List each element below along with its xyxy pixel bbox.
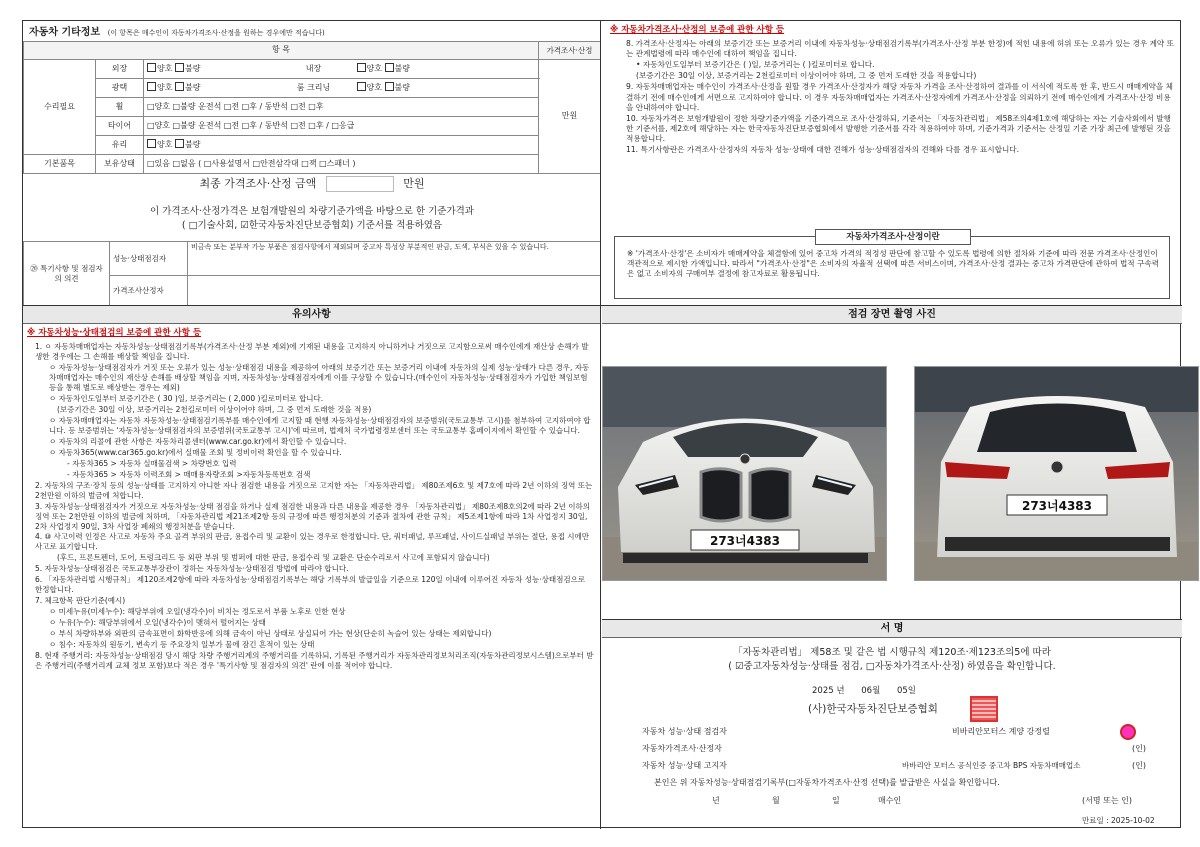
checkbox[interactable] <box>385 63 394 72</box>
checkbox[interactable] <box>147 139 156 148</box>
col-item-header: 항 목 <box>24 42 539 60</box>
checkbox[interactable] <box>147 82 156 91</box>
org-seal <box>970 696 998 722</box>
notes-header: 유의사항 <box>23 306 600 324</box>
note-item: 3. 자동차성능·상태점검자가 거짓으로 자동차성능·상태 점검을 하거나 실제 점검한 내용과 다른 내용을 제공한 경우 「자동차관리법」 제80조제8호의2에 따라 2년 이하의 징역 또는 2천만원 이하의 벌금에 처하며, 「자동차관리법 제21조제2항 등의 규정에 따른 행정처분의 기준과 절차에 관한 규칙」 제5조제1항에 따라 1차 사업정지 30일, 2차 사업정지 90일, 3차 사업장 폐쇄의 행정처분을 받습니다. <box>35 501 590 531</box>
front-car-image <box>603 367 887 581</box>
plate-number: 273너4383 <box>709 534 781 548</box>
price-guarantee-section: ※ 자동차가격조사·산정의 보증에 관한 사항 등 8. 가격조사·산정자는 아래의 보증기간 또는 보증거리 이내에 자동차성능·상태점검기록부(가격조사·산정 부분 한정)에 적힌 내용에 허위 또는 오류가 있는 경우 계약 또는 관계법령에 따라 매수인에 대하여 책임을 집니다. • 자동차인도일부터 보증기간은 ( )일, 보증거리는 ( )킬로미터로 합니다. (보증기간은 30일 이상, 보증거리는 2천킬로미터 이상이어야 하며, 그 중 먼저 도래한 것을 적용합니다) 9. 자동차매매업자는 매수인이 가격조사·산정을 원할 경우 가격조사·산정자가 해당 자동차 가격을 조사·산정하여 결과를 이 서식에 적도록 한 후, 반드시 매매계약을 체결하기 전에 매수인에게 서면으로 고지하여야 합니다. 이 경우 자동차매매업자는 가격조사·산정자에게 가격조사·산정을 의뢰하기 전에 매수인에게 가격조사·산정 비용을 안내하여야 합니다. 10. 자동차가격은 보험개발원이 정한 차량기준가액을 기준가격으로 조사·산정하되, 기준서는 「자동차관리법」 제58조의4제1호에 해당하는 자는 기술사회에서 발행한 기준서를, 제2호에 해당하는 자는 한국자동차진단보증협회에서 발행한 기준서를 각각 적용하여야 하며, 기준가격과 기준서는 산정일 기준 가장 최근에 발행된 것을 적용합니다. 11. 특기사항란은 가격조사·산정자의 자동차 성능·상태에 대한 견해가 성능·상태점검자의 견해와 다를 경우 표시합니다. 자동차가격조사·산정이란 ※ '가격조사·산정'은 소비자가 매매계약을 체결함에 있어 중고차 가격의 적정성 판단에 참고할 수 있도록 법령에 의한 절차와 기준에 따라 전문 가격조사·산정인이 객관적으로 제시한 가액입니다. 따라서 "가격조사·산정"은 소비자의 자율적 선택에 따른 서비스이며, 가격조사·산정 결과는 중고차 가격판단에 관하여 법적 구속력은 없고 소비자의 구매여부 결정에 참고자료로 활용됩니다. <box>602 21 1182 305</box>
signature-section: 서 명 「자동차관리법」 제58조 및 같은 법 시행규칙 제120조·제123조의5에 따라 ( ☑중고자동차성능·상태를 점검, □자동차가격조사·산정) 하였음을 확인합니다. 2025 년 06월 05일 (사)한국자동차진단보증협회 자동차 성능·상태 점검자 비바리안모터스 계양 강정렬 자동차가격조사·산정자 (인) 자동차 성능·상태 고지자 바바리안 모터스 공식인증 중고차 BPS 자동차매매업소 (인) 본인은 위 자동차성능·상태점검기록부(□자동차가격조사·산정 선택)를 발급받은 사실을 확인합니다. 년 월 일 매수인 (서명 또는 인) 만료일 : 2025-10-02 <box>602 619 1182 829</box>
notes-section <box>23 306 601 829</box>
note-item: ㅇ 침수: 자동차의 원동기, 변속기 등 주요장치 일부가 물에 잠긴 흔적이 있는 상태 <box>49 640 315 650</box>
checkbox[interactable] <box>385 82 394 91</box>
checkbox[interactable] <box>175 139 184 148</box>
document-page <box>22 20 1181 828</box>
opinion-label: ⑳ 특기사항 및 점검자의 의견 <box>24 242 110 306</box>
sign-date: 2025 년 06월 05일 <box>812 686 917 696</box>
box-title: 자동차가격조사·산정이란 <box>815 229 971 245</box>
price-unit: 만원 <box>539 60 601 174</box>
note-item: ㅇ 자동차365(www.car365.go.kr)에서 실매물 조회 및 정비이력 확인을 할 수 있습니다. <box>49 447 342 457</box>
price-opinion-field[interactable] <box>188 276 601 306</box>
note-item: (후드, 프론트펜더, 도어, 트렁크리드 등 외판 부위 및 범퍼에 대한 판금, 용접수리 및 교환은 단순수리로서 사고에 포함되지 않습니다) <box>57 553 490 563</box>
checkbox[interactable] <box>357 82 366 91</box>
front-photo <box>602 366 887 581</box>
note-item: 7. 체크항목 판단기준(예시) <box>35 596 126 606</box>
signature-header: 서 명 <box>602 620 1182 638</box>
note-item: 5. 자동차성능·상태점검은 국토교통부장관이 정하는 자동차성능·상태점검 방법에 따라야 합니다. <box>35 564 349 574</box>
vehicle-other-info-section <box>23 21 601 305</box>
note-item: (보증기간은 30일 이상, 보증거리는 2천킬로미터 이상이어야 하며, 그 중 먼저 도래한 것을 적용) <box>57 404 372 414</box>
notes-title: ※ 자동차성능·상태점검의 보증에 관한 사항 등 <box>27 328 202 338</box>
note-item: ㅇ 누유(누수): 해당부위에서 오일(냉각수)이 맺혀서 떨어지는 상태 <box>49 618 266 628</box>
plate-number: 273너4383 <box>1021 499 1093 513</box>
expiry-date: 만료일 : 2025-10-02 <box>1082 816 1155 825</box>
section-title: ※ 자동차가격조사·산정의 보증에 관한 사항 등 <box>610 25 785 35</box>
note-item: ㅇ 자동차성능·상태점검자가 거짓 또는 오류가 있는 성능·상태점검 내용을 제공하여 아래의 보증기간 또는 보증거리 이내에 자동차의 실제 성능·상태가 다른 경우, 자동차매매업자는 매수인의 재산상 손해를 배상할 책임을 지며, 자동차성능·상태점검자에게 이를 구상할 수 있습니다.(매수인이 자동차성능·상태점검자가 가입한 책임보험 등을 통해 별도로 배상받는 경우는 제외) <box>49 362 590 392</box>
col-price-header: 가격조사·산정 <box>539 42 601 60</box>
opinion-table: ⑳ 특기사항 및 점검자의 의견 성능·상태점검자 비금속 또는 분부작 가능 부품은 점검사항에서 제외되며 중고차 특성상 부분적인 판금, 도색, 부식은 있을 수 있습니다. 가격조사산정자 <box>23 241 601 305</box>
note-item: ㅇ 미세누유(미세누수): 해당부위에 오일(냉각수)이 비치는 정도로서 부품 노후로 인한 현상 <box>49 607 346 617</box>
note-item: ㅇ 자동차인도일부터 보증기간은 ( 30 )일, 보증거리는 ( 2,000 )킬로미터로 합니다. <box>49 393 324 403</box>
note-item: - 자동차365 > 자동차 이력조회 > 매매용자량조회 >자동차등록번호 검색 <box>67 469 311 479</box>
vehicle-check-table: 항 목 가격조사·산정 수리필요 외장 양호 불량 내장 양호 불량 만원 광택 양호 불량 룸 크리닝 양호 불량 휠 □양호 □불량 운전석 □전 □후 / 동반석 □전 □후 타이어 □양호 □불량 운전석 □전 □후 / 동반석 □전 □후 / □응급 유리 양호 불량 기본품목 보유상태 □있음 □없음 ( □사용설명서 □안전삼각대 □잭 □스패너 ) <box>23 41 601 174</box>
note-item: 1. ㅇ 자동차매매업자는 자동차성능·상태점검기록부(가격조사·산정 부분 제외)에 기재된 내용을 고지하지 아니하거나 거짓으로 고지함으로써 매수인에게 재산상 손해가 발생한 경우에는 그 손해를 배상할 책임을 집니다. <box>35 342 589 362</box>
note-item: 2. 자동차의 구조·장치 등의 성능·상태를 고지하지 아니한 자나 점검한 내용을 거짓으로 고지한 자는 「자동차관리법」 제80조제6호 및 제7호에 따라 2년 이하의 징역 또는 2천만원 이하의 벌금에 처합니다. <box>35 480 593 500</box>
note-item: - 자동차365 > 자동차 실매물검색 > 차량번호 입력 <box>67 458 237 468</box>
notes-list <box>27 342 594 671</box>
note-item: ㅇ 부식 차량하부와 외판의 금속표면이 화학반응에 의해 금속이 아닌 상태로 상실되어 가는 현상(단순히 녹슬어 있는 상태는 제외합니다) <box>49 629 492 639</box>
repair-label: 수리필요 <box>24 60 96 155</box>
note-item: 6. 「자동차관리법 시행규칙」 제120조제2항에 따라 자동차성능·상태점검기록부는 해당 기록부의 발급일을 기준으로 120일 이내에 이루어진 자동차 성능·상태점검으로 한정합니다. <box>35 575 586 595</box>
note-item: 4. ⑩ 사고이력 인정은 사고로 자동차 주요 골격 부위의 판금, 용접수리 및 교환이 있는 경우로 한정합니다. 단, 쿼터패널, 루프패널, 사이드실패널 부위는 절단, 용접 시에만 사고로 표기합니다. <box>35 532 589 552</box>
price-definition-box: 자동차가격조사·산정이란 ※ '가격조사·산정'은 소비자가 매매계약을 체결함에 있어 중고차 가격의 적정성 판단에 참고할 수 있도록 법령에 의한 절차와 기준에 따라 전문 가격조사·산정인이 객관적으로 제시한 가액입니다. 따라서 "가격조사·산정"은 소비자의 자율적 선택에 따른 서비스이며, 가격조사·산정 결과는 중고차 가격판단에 관하여 법적 구속력은 없고 소비자의 구매여부 결정에 참고자료로 활용됩니다. <box>614 236 1170 299</box>
checkbox[interactable] <box>147 63 156 72</box>
final-price-row: 최종 가격조사·산정 금액 만원 <box>199 177 425 190</box>
section-title: 자동차 기타정보 (이 항목은 매수인이 자동차가격조사·산정을 원하는 경우에만 적습니다) <box>29 27 325 38</box>
rear-photo <box>914 366 1199 581</box>
rear-car-image <box>915 367 1199 581</box>
note-item: 8. 현재 주행거리: 자동차성능·상태점검 당시 해당 차량 주행거리계의 주행거리를 기록하되, 기록된 주행거리가 자동차관리정보처리조직(자동차관리정보시스템)으로부터 받은 주행거리(주행거리계 교체 정보 포함)보다 적은 경우 '특기사항 및 점검자의 의견' 란에 이를 적어야 합니다. <box>35 651 594 671</box>
final-price-box[interactable] <box>326 176 394 192</box>
note-item: ㅇ 자동차매매업자는 자동차 자동차성능·상태점검기록부를 매수인에게 고지할 때 현행 자동차성능·상태점검자의 보증범위(국토교통부 고시)를 첨부하여 고지하여야 합니다. 등 보증범위는 '자동차성능·상태점검자의 보증범위(국토교통부 고시)'에 따르며, 법제처 국가법령정보센터 또는 국토교통부 홈페이지에서 확인할 수 있습니다. <box>49 415 591 435</box>
note-item: ㅇ 자동차의 리콜에 관한 사항은 자동차리콜센터(www.car.go.kr)에서 확인할 수 있습니다. <box>49 436 347 446</box>
checkbox[interactable] <box>175 63 184 72</box>
org-name: (사)한국자동차진단보증협회 <box>808 703 938 715</box>
photos-header: 점검 장면 촬영 사진 <box>602 306 1182 324</box>
checkbox[interactable] <box>357 63 366 72</box>
inspector-seal <box>1120 724 1136 740</box>
checkbox[interactable] <box>175 82 184 91</box>
price-basis: 이 가격조사·산정가격은 보험개발원의 차량기준가액을 바탕으로 한 기준가격과 ( □기술사회, ☑한국자동차진단보증협회) 기준서를 적용하였음 <box>150 206 474 232</box>
sign-statement: 「자동차관리법」 제58조 및 같은 법 시행규칙 제120조·제123조의5에 따라 ( ☑중고자동차성능·상태를 점검, □자동차가격조사·산정) 하였음을 확인합니다. <box>728 647 1056 673</box>
